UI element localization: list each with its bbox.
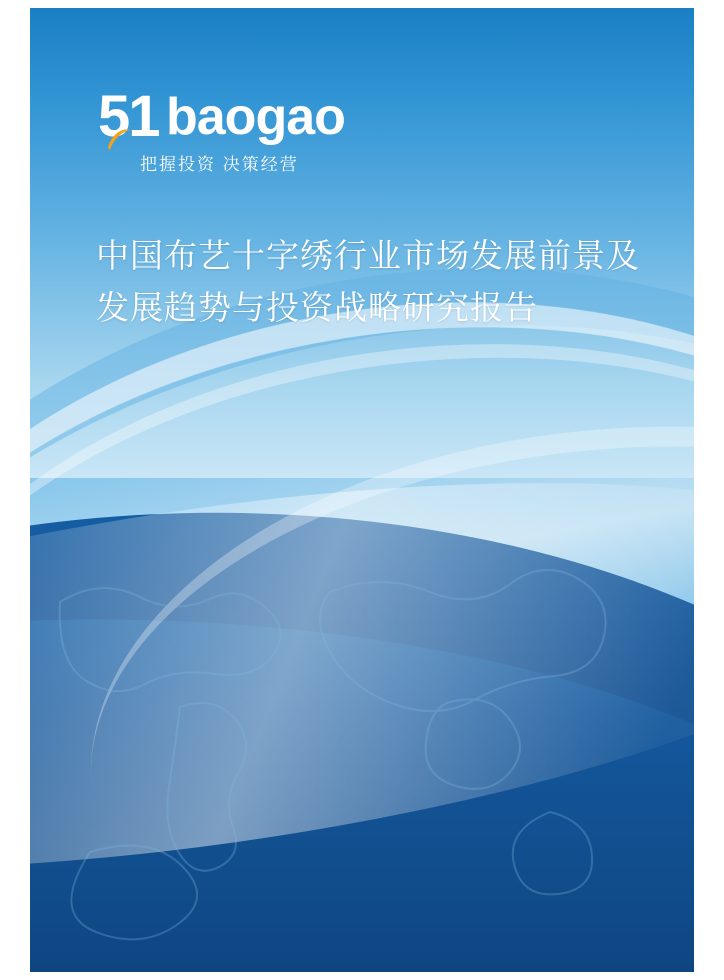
logo-tagline: 把握投资 决策经营 [140,155,299,174]
logo-mark-text: 51 [98,84,159,149]
cover-artwork [30,8,694,972]
swoosh-icon [106,126,132,152]
page-title [96,230,656,334]
page-title-line-2: 发展趋势与投资战略研究报告 [96,289,538,326]
world-map-outline-decoration [30,452,694,972]
logo-word-text: baogao [166,88,345,146]
brand-logo [98,84,398,178]
page-title-line-1: 中国布艺十字绣行业市场发展前景及 [96,237,640,274]
